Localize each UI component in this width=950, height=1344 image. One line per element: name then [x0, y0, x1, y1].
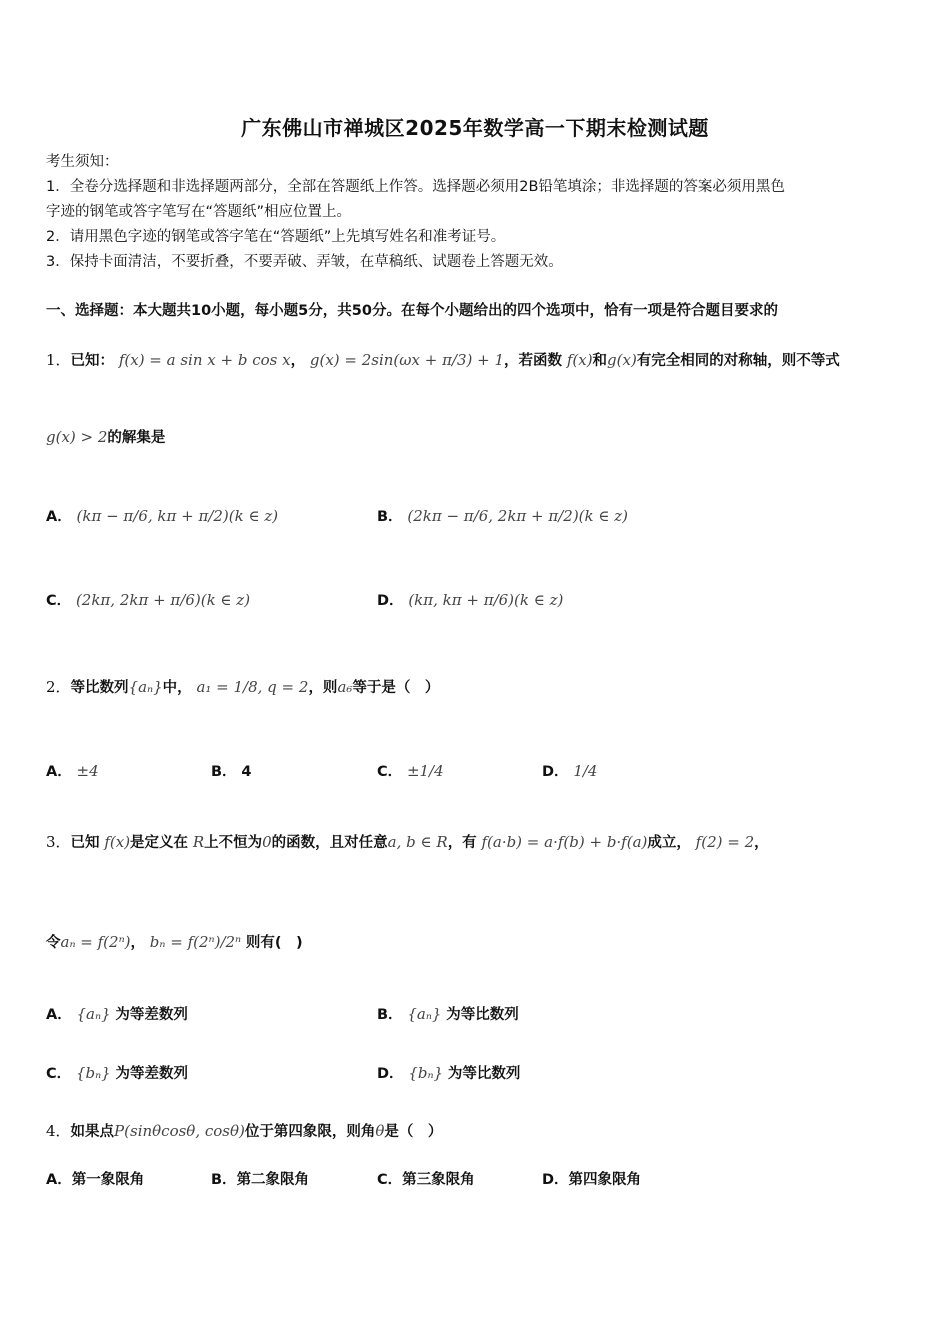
q3-option-d[interactable]: D． {bₙ} 为等比数列 — [377, 1064, 521, 1082]
question-number: 2． — [46, 678, 71, 696]
q1-option-b[interactable]: B． (2kπ − π/6, 2kπ + π/2)(k ∈ z) — [377, 507, 629, 525]
q3-option-a[interactable]: A． {aₙ} 为等差数列 — [46, 1005, 188, 1023]
question-1-stem-cont: g(x) > 2的解集是 — [46, 428, 166, 446]
question-3-stem: 3．已知 f(x)是定义在 R上不恒为0的函数，且对任意a, b ∈ R，有 f(a·b) = a·f(b) + b·f(a)成立， f(2) = 2， — [46, 833, 769, 851]
formula-f: f(x) = a sin x + b cos x — [118, 351, 291, 369]
question-4-stem: 4．如果点P(sinθcosθ, cosθ)位于第四象限，则角θ是（ ） — [46, 1122, 443, 1140]
q4-option-a[interactable]: A．第一象限角 — [46, 1172, 145, 1188]
formula-g: g(x) = 2sin(ωx + π/3) + 1 — [309, 351, 505, 369]
notes-heading: 考生须知： — [46, 154, 119, 170]
condition: a₁ = 1/8, q = 2 — [196, 678, 309, 696]
question-number: 4． — [46, 1122, 71, 1140]
question-number: 3． — [46, 833, 71, 851]
q1-option-d[interactable]: D． (kπ, kπ + π/6)(k ∈ z) — [377, 591, 564, 609]
section-heading: 一、选择题：本大题共10小题，每小题5分，共50分。在每个小题给出的四个选项中，恰有一项是符合题目要求的 — [46, 303, 778, 319]
q2-option-a[interactable]: A． ±4 — [46, 762, 99, 780]
question-3-stem-cont: 令aₙ = f(2ⁿ)， bₙ = f(2ⁿ)/2ⁿ 则有( ) — [46, 933, 303, 951]
q4-option-c[interactable]: C．第三象限角 — [377, 1172, 475, 1188]
question-number: 1． — [46, 351, 71, 369]
notes-item-2: 2．请用黑色字迹的钢笔或答字笔在“答题纸”上先填写姓名和准考证号。 — [46, 229, 506, 245]
q2-option-d[interactable]: D． 1/4 — [542, 762, 598, 780]
q1-option-a[interactable]: A． (kπ − π/6, kπ + π/2)(k ∈ z) — [46, 507, 279, 525]
q3-option-b[interactable]: B． {aₙ} 为等比数列 — [377, 1005, 519, 1023]
notes-item-1b: 字迹的钢笔或答字笔写在“答题纸”相应位置上。 — [46, 204, 352, 220]
q4-option-b[interactable]: B．第二象限角 — [211, 1172, 310, 1188]
page-title: 广东佛山市禅城区2025年数学高一下期末检测试题 — [241, 116, 709, 140]
notes-item-1a: 1．全卷分选择题和非选择题两部分，全部在答题纸上作答。选择题必须用2B铅笔填涂；非选择题的答案必须用黑色 — [46, 179, 785, 195]
q2-option-b[interactable]: B． 4 — [211, 764, 252, 780]
inequality: g(x) > 2 — [46, 428, 108, 446]
question-2-stem: 2．等比数列{aₙ}中， a₁ = 1/8, q = 2，则a₆等于是（ ） — [46, 678, 440, 696]
q2-option-c[interactable]: C． ±1/4 — [377, 762, 444, 780]
q3-option-c[interactable]: C． {bₙ} 为等差数列 — [46, 1064, 188, 1082]
q1-option-c[interactable]: C． (2kπ, 2kπ + π/6)(k ∈ z) — [46, 591, 251, 609]
question-1-stem: 1．已知： f(x) = a sin x + b cos x， g(x) = 2sin(ωx + π/3) + 1，若函数 f(x)和g(x)有完全相同的对称轴，则不等式 — [46, 351, 840, 369]
notes-item-3: 3．保持卡面清洁，不要折叠，不要弄破、弄皱，在草稿纸、试题卷上答题无效。 — [46, 254, 563, 270]
functional-equation: f(a·b) = a·f(b) + b·f(a) — [481, 833, 648, 851]
q4-option-d[interactable]: D．第四象限角 — [542, 1172, 642, 1188]
